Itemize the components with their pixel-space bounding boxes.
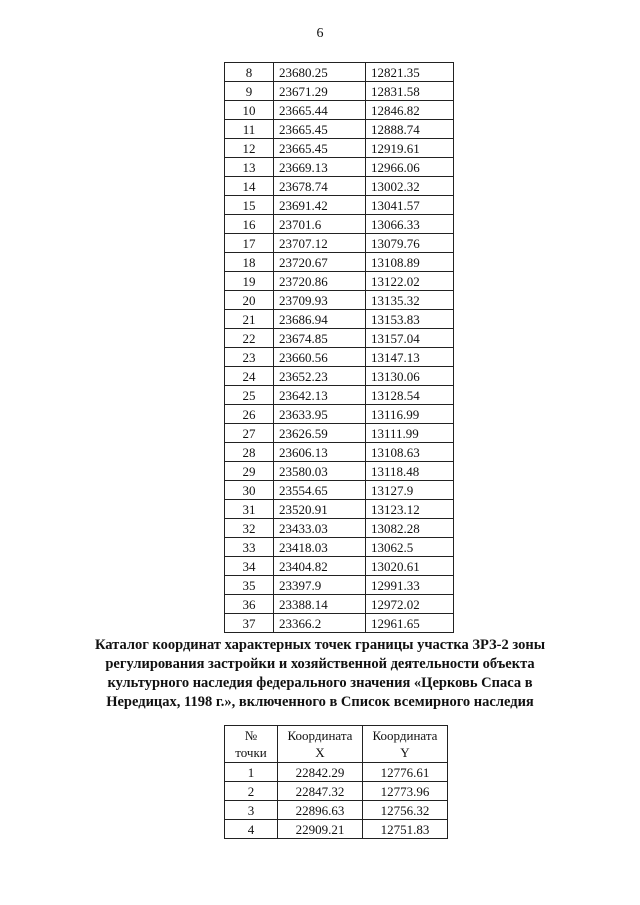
coordinate-y-cell: 13108.63 xyxy=(366,443,454,462)
coordinate-x-cell: 23669.13 xyxy=(274,158,366,177)
coordinate-x-cell: 23720.67 xyxy=(274,253,366,272)
coordinate-y-cell: 13002.32 xyxy=(366,177,454,196)
header-text: № xyxy=(244,728,258,743)
table-row xyxy=(225,462,454,481)
point-number-cell: 22 xyxy=(225,329,274,348)
table-row xyxy=(225,519,454,538)
coordinate-x-cell: 23580.03 xyxy=(274,462,366,481)
point-number-cell: 2 xyxy=(225,782,278,801)
coordinate-x-cell: 23665.45 xyxy=(274,120,366,139)
coordinate-x-cell: 23701.6 xyxy=(274,215,366,234)
coordinate-y-cell: 12961.65 xyxy=(366,614,454,633)
coordinate-x-cell: 22896.63 xyxy=(278,801,363,820)
coordinate-x-cell: 23388.14 xyxy=(274,595,366,614)
coordinate-y-cell: 13079.76 xyxy=(366,234,454,253)
coordinate-y-cell: 13116.99 xyxy=(366,405,454,424)
table-row xyxy=(225,63,454,82)
coordinate-x-cell: 23678.74 xyxy=(274,177,366,196)
coordinate-y-cell: 13130.06 xyxy=(366,367,454,386)
point-number-cell: 13 xyxy=(225,158,274,177)
coordinate-y-cell: 13066.33 xyxy=(366,215,454,234)
coordinate-y-cell: 13135.32 xyxy=(366,291,454,310)
coordinate-x-cell: 23674.85 xyxy=(274,329,366,348)
coordinate-x-cell: 23665.44 xyxy=(274,101,366,120)
coordinate-x-cell: 23665.45 xyxy=(274,139,366,158)
point-number-cell: 16 xyxy=(225,215,274,234)
point-number-cell: 15 xyxy=(225,196,274,215)
table-row xyxy=(225,177,454,196)
coordinate-y-cell: 13041.57 xyxy=(366,196,454,215)
coordinate-x-cell: 23691.42 xyxy=(274,196,366,215)
caption-line: культурного наследия федерального значения «Церковь Спаса в xyxy=(107,675,533,691)
table-row xyxy=(225,196,454,215)
coordinate-x-cell: 23606.13 xyxy=(274,443,366,462)
coordinate-y-cell: 13122.02 xyxy=(366,272,454,291)
coordinate-x-cell: 23660.56 xyxy=(274,348,366,367)
table-row xyxy=(225,443,454,462)
coordinate-x-cell: 23554.65 xyxy=(274,481,366,500)
point-number-cell: 18 xyxy=(225,253,274,272)
coordinate-x-cell: 23626.59 xyxy=(274,424,366,443)
point-number-cell: 3 xyxy=(225,801,278,820)
point-number-cell: 12 xyxy=(225,139,274,158)
point-number-cell: 27 xyxy=(225,424,274,443)
header-coordinate-x xyxy=(278,726,363,763)
point-number-cell: 26 xyxy=(225,405,274,424)
coordinate-x-cell: 23652.23 xyxy=(274,367,366,386)
table-row xyxy=(225,820,448,839)
caption-line: Нередицах, 1198 г.», включенного в Список всемирного наследия xyxy=(106,694,534,710)
point-number-cell: 35 xyxy=(225,576,274,595)
coordinate-y-cell: 12972.02 xyxy=(366,595,454,614)
coordinate-y-cell: 12991.33 xyxy=(366,576,454,595)
point-number-cell: 37 xyxy=(225,614,274,633)
point-number-cell: 8 xyxy=(225,63,274,82)
coordinate-y-cell: 13128.54 xyxy=(366,386,454,405)
coordinate-x-cell: 23680.25 xyxy=(274,63,366,82)
point-number-cell: 17 xyxy=(225,234,274,253)
coordinate-y-cell: 13157.04 xyxy=(366,329,454,348)
coordinate-y-cell: 13108.89 xyxy=(366,253,454,272)
coordinate-x-cell: 23720.86 xyxy=(274,272,366,291)
point-number-cell: 1 xyxy=(225,763,278,782)
coordinates-table-continued xyxy=(224,62,454,633)
table-row xyxy=(225,500,454,519)
point-number-cell: 33 xyxy=(225,538,274,557)
table-row xyxy=(225,139,454,158)
point-number-cell: 23 xyxy=(225,348,274,367)
header-row xyxy=(225,726,448,763)
point-number-cell: 9 xyxy=(225,82,274,101)
coordinate-y-cell: 12821.35 xyxy=(366,63,454,82)
zrz2-table-body xyxy=(225,763,448,839)
header-point-number xyxy=(225,726,278,763)
page-number: 6 xyxy=(316,26,324,41)
caption-line: регулирования застройки и хозяйственной деятельности объекта xyxy=(105,656,535,672)
coordinate-x-cell: 23366.2 xyxy=(274,614,366,633)
coordinate-y-cell: 13082.28 xyxy=(366,519,454,538)
table-row xyxy=(225,101,454,120)
point-number-cell: 36 xyxy=(225,595,274,614)
point-number-cell: 28 xyxy=(225,443,274,462)
point-number-cell: 21 xyxy=(225,310,274,329)
header-text: Координата xyxy=(372,728,438,743)
table-row xyxy=(225,801,448,820)
header-coordinate-y xyxy=(363,726,448,763)
coordinates-table-body xyxy=(225,63,454,633)
coordinate-x-cell: 22847.32 xyxy=(278,782,363,801)
coordinate-y-cell: 12846.82 xyxy=(366,101,454,120)
coordinate-x-cell: 23433.03 xyxy=(274,519,366,538)
coordinate-y-cell: 12773.96 xyxy=(363,782,448,801)
table-row xyxy=(225,595,454,614)
header-text: Координата xyxy=(287,728,353,743)
coordinate-x-cell: 23397.9 xyxy=(274,576,366,595)
coordinate-x-cell: 22909.21 xyxy=(278,820,363,839)
table-row xyxy=(225,763,448,782)
coordinate-x-cell: 23418.03 xyxy=(274,538,366,557)
coordinate-x-cell: 23404.82 xyxy=(274,557,366,576)
table-row xyxy=(225,782,448,801)
zrz2-coordinates-table xyxy=(224,725,448,839)
coordinate-y-cell: 13020.61 xyxy=(366,557,454,576)
table-row xyxy=(225,538,454,557)
coordinate-y-cell: 13111.99 xyxy=(366,424,454,443)
coordinate-y-cell: 13147.13 xyxy=(366,348,454,367)
point-number-cell: 25 xyxy=(225,386,274,405)
coordinate-y-cell: 13127.9 xyxy=(366,481,454,500)
table-row xyxy=(225,158,454,177)
coordinate-x-cell: 23633.95 xyxy=(274,405,366,424)
table-row xyxy=(225,367,454,386)
table-row xyxy=(225,386,454,405)
coordinate-y-cell: 12888.74 xyxy=(366,120,454,139)
point-number-cell: 10 xyxy=(225,101,274,120)
point-number-cell: 30 xyxy=(225,481,274,500)
point-number-cell: 24 xyxy=(225,367,274,386)
point-number-cell: 11 xyxy=(225,120,274,139)
table-row xyxy=(225,215,454,234)
point-number-cell: 19 xyxy=(225,272,274,291)
coordinate-y-cell: 13118.48 xyxy=(366,462,454,481)
coordinate-y-cell: 13062.5 xyxy=(366,538,454,557)
coordinate-x-cell: 23642.13 xyxy=(274,386,366,405)
table-row xyxy=(225,557,454,576)
catalog-caption xyxy=(60,636,580,712)
coordinate-x-cell: 23707.12 xyxy=(274,234,366,253)
table-row xyxy=(225,329,454,348)
point-number-cell: 20 xyxy=(225,291,274,310)
caption-line: Каталог координат характерных точек границы участка ЗРЗ-2 зоны xyxy=(94,637,546,653)
table-row xyxy=(225,310,454,329)
coordinate-y-cell: 12966.06 xyxy=(366,158,454,177)
coordinate-y-cell: 12751.83 xyxy=(363,820,448,839)
table-row xyxy=(225,291,454,310)
coordinate-y-cell: 12919.61 xyxy=(366,139,454,158)
table-row xyxy=(225,424,454,443)
table-row xyxy=(225,348,454,367)
point-number-cell: 29 xyxy=(225,462,274,481)
table-row xyxy=(225,405,454,424)
coordinate-y-cell: 12756.32 xyxy=(363,801,448,820)
point-number-cell: 31 xyxy=(225,500,274,519)
point-number-cell: 32 xyxy=(225,519,274,538)
coordinate-y-cell: 13123.12 xyxy=(366,500,454,519)
header-text: X xyxy=(315,745,325,760)
coordinate-x-cell: 23709.93 xyxy=(274,291,366,310)
table-row xyxy=(225,234,454,253)
table-row xyxy=(225,82,454,101)
table-row xyxy=(225,481,454,500)
coordinate-y-cell: 13153.83 xyxy=(366,310,454,329)
header-text: Y xyxy=(400,745,410,760)
point-number-cell: 34 xyxy=(225,557,274,576)
coordinate-x-cell: 23520.91 xyxy=(274,500,366,519)
coordinate-y-cell: 12776.61 xyxy=(363,763,448,782)
header-text: точки xyxy=(235,745,267,760)
table-row xyxy=(225,272,454,291)
coordinate-y-cell: 12831.58 xyxy=(366,82,454,101)
table-header xyxy=(225,726,448,763)
table-row xyxy=(225,576,454,595)
table-row xyxy=(225,253,454,272)
table-row xyxy=(225,120,454,139)
coordinate-x-cell: 22842.29 xyxy=(278,763,363,782)
coordinate-x-cell: 23671.29 xyxy=(274,82,366,101)
table-row xyxy=(225,614,454,633)
point-number-cell: 4 xyxy=(225,820,278,839)
coordinate-x-cell: 23686.94 xyxy=(274,310,366,329)
point-number-cell: 14 xyxy=(225,177,274,196)
